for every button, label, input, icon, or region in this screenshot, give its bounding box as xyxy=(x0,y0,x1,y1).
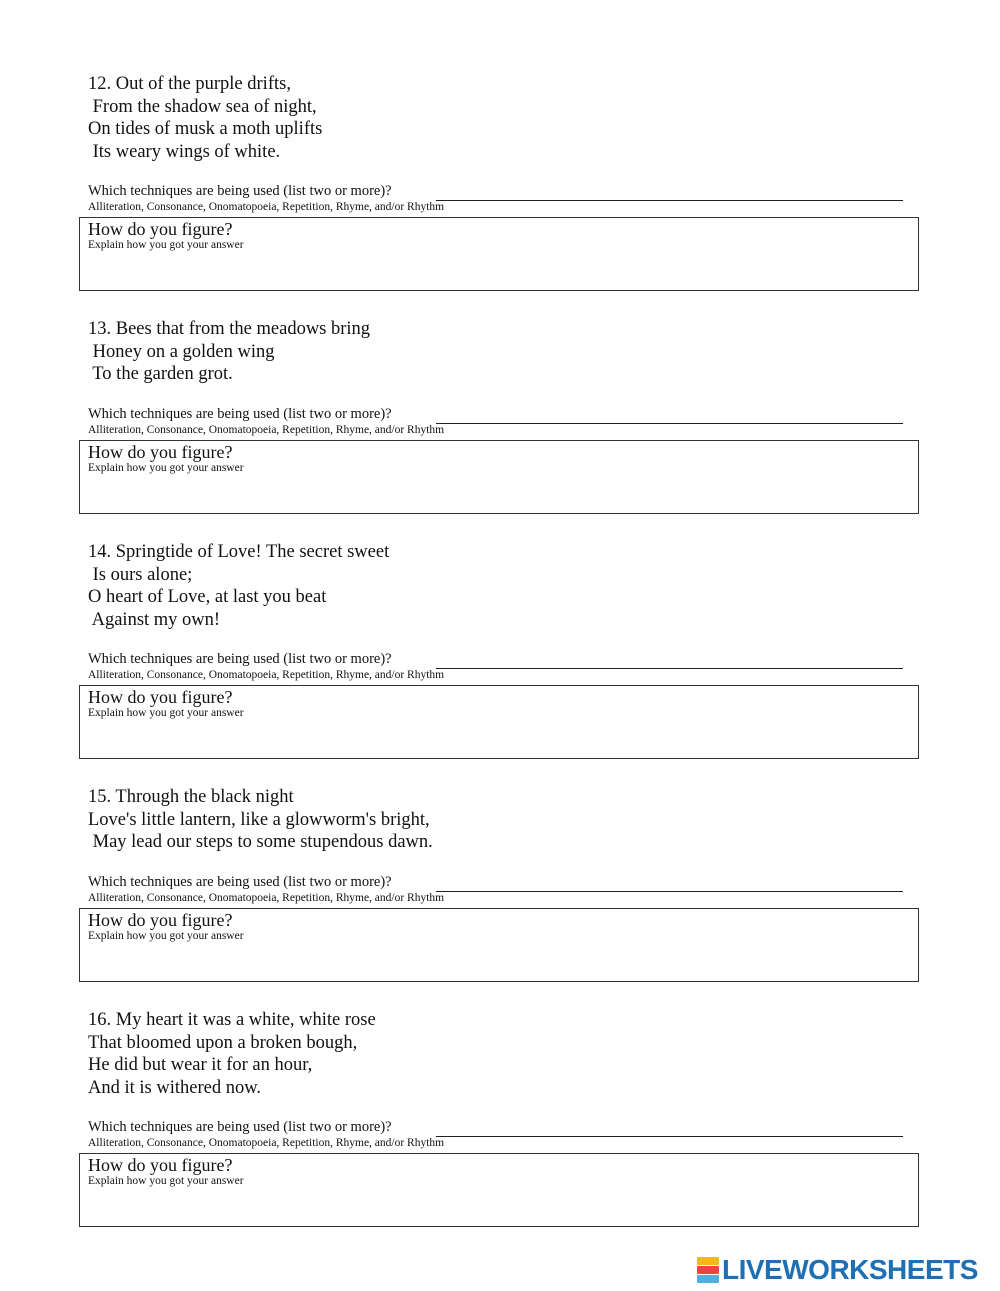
techniques-row xyxy=(88,647,919,669)
techniques-row xyxy=(88,402,919,424)
techniques-options: Alliteration, Consonance, Onomatopoeia, Repetition, Rhyme, and/or Rhythm xyxy=(88,891,445,904)
poem-line: He did but wear it for an hour, xyxy=(88,1055,313,1075)
explanation-box xyxy=(79,908,919,982)
techniques-prompt: Which techniques are being used (list two or more)? xyxy=(88,1119,392,1135)
techniques-answer-input[interactable] xyxy=(436,656,903,669)
liveworksheets-logo-icon xyxy=(697,1257,719,1283)
logo-block-icon xyxy=(697,1266,719,1274)
poem-line: O heart of Love, at last you beat xyxy=(88,587,327,607)
figure-title: How do you figure? xyxy=(88,219,233,239)
figure-hint: Explain how you got your answer xyxy=(88,929,244,942)
poem-line: Is ours alone; xyxy=(88,564,193,585)
techniques-row xyxy=(88,179,919,201)
poem-line: Honey on a golden wing xyxy=(88,341,275,362)
figure-title: How do you figure? xyxy=(88,441,233,462)
poem-line: That bloomed upon a broken bough, xyxy=(88,1032,358,1053)
explanation-input[interactable] xyxy=(88,1190,910,1222)
poem xyxy=(88,786,919,854)
liveworksheets-logo xyxy=(697,1255,978,1285)
techniques-answer-input[interactable] xyxy=(436,188,903,201)
poem-line: And it is withered now. xyxy=(88,1077,261,1098)
poem xyxy=(88,1009,919,1099)
poem-line: 12. Out of the purple drifts, xyxy=(88,74,291,94)
poem xyxy=(88,73,919,163)
question-12 xyxy=(79,73,919,291)
techniques-row xyxy=(88,1115,919,1137)
question-16 xyxy=(79,1009,919,1227)
poem-line: To the garden grot. xyxy=(88,364,233,384)
explanation-input[interactable] xyxy=(88,254,910,286)
poem-line: From the shadow sea of night, xyxy=(88,96,317,117)
techniques-prompt: Which techniques are being used (list two or more)? xyxy=(88,183,392,199)
techniques-answer-input[interactable] xyxy=(436,411,903,424)
techniques-prompt: Which techniques are being used (list two or more)? xyxy=(88,405,392,422)
question-13 xyxy=(79,318,919,514)
figure-title: How do you figure? xyxy=(88,1155,233,1175)
poem-line: 15. Through the black night xyxy=(88,787,294,807)
explanation-box xyxy=(79,685,919,759)
explanation-box xyxy=(79,440,919,514)
logo-text: LIVEWORKSHEETS xyxy=(722,1254,978,1285)
explanation-input[interactable] xyxy=(88,477,910,509)
techniques-prompt: Which techniques are being used (list two or more)? xyxy=(88,873,392,890)
poem-line: 16. My heart it was a white, white rose xyxy=(88,1010,376,1030)
poem-line: 14. Springtide of Love! The secret sweet xyxy=(88,542,390,562)
techniques-answer-input[interactable] xyxy=(436,879,903,892)
question-15 xyxy=(79,786,919,982)
techniques-prompt: Which techniques are being used (list two or more)? xyxy=(88,651,392,667)
poem-line: 13. Bees that from the meadows bring xyxy=(88,319,371,339)
explanation-box xyxy=(79,1153,919,1227)
explanation-input[interactable] xyxy=(88,945,910,977)
poem xyxy=(88,318,919,386)
question-14 xyxy=(79,541,919,759)
techniques-options: Alliteration, Consonance, Onomatopoeia, Repetition, Rhyme, and/or Rhythm xyxy=(88,1137,445,1149)
explanation-box xyxy=(79,217,919,291)
poem-line: May lead our steps to some stupendous dawn. xyxy=(88,832,433,852)
logo-block-icon xyxy=(697,1275,719,1283)
poem xyxy=(88,541,919,631)
poem-line: Love's little lantern, like a glowworm's bright, xyxy=(88,809,430,830)
poem-line: Its weary wings of white. xyxy=(88,141,281,162)
poem-line: On tides of musk a moth uplifts xyxy=(88,119,323,139)
explanation-input[interactable] xyxy=(88,722,910,754)
figure-title: How do you figure? xyxy=(88,687,233,707)
techniques-options: Alliteration, Consonance, Onomatopoeia, Repetition, Rhyme, and/or Rhythm xyxy=(88,423,445,436)
figure-hint: Explain how you got your answer xyxy=(88,461,244,474)
techniques-options: Alliteration, Consonance, Onomatopoeia, Repetition, Rhyme, and/or Rhythm xyxy=(88,669,445,681)
figure-hint: Explain how you got your answer xyxy=(88,239,244,251)
techniques-row xyxy=(88,870,919,892)
figure-title: How do you figure? xyxy=(88,909,233,930)
techniques-options: Alliteration, Consonance, Onomatopoeia, Repetition, Rhyme, and/or Rhythm xyxy=(88,201,445,213)
poem-line: Against my own! xyxy=(88,609,221,630)
figure-hint: Explain how you got your answer xyxy=(88,1175,244,1187)
figure-hint: Explain how you got your answer xyxy=(88,707,244,719)
logo-block-icon xyxy=(697,1257,719,1265)
techniques-answer-input[interactable] xyxy=(436,1124,903,1137)
